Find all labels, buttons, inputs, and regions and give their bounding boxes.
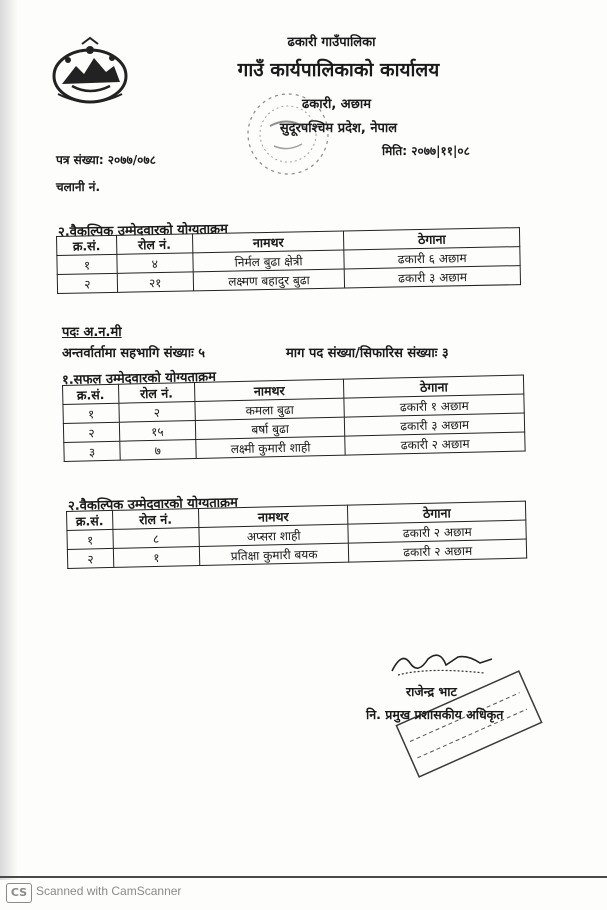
cell-name: प्रतिक्षा कुमारी बयक [199, 543, 349, 565]
col-header-sn: क्र.सं. [57, 235, 117, 255]
cell-roll: १५ [119, 420, 195, 441]
cell-address: ढकारी ६ अछाम [344, 247, 520, 269]
cell-address: ढकारी ३ अछाम [345, 413, 525, 436]
cell-roll: १ [113, 546, 199, 567]
cell-address: ढकारी १ अछाम [344, 394, 524, 417]
count-line [62, 343, 449, 361]
post-label: पदः अ.न.मी [62, 325, 122, 340]
cell-sn: २ [57, 273, 117, 293]
col-header-name: नामथर [198, 505, 348, 527]
signatory-name: राजेन्द्र भाट [406, 684, 457, 699]
cell-roll: ७ [120, 439, 196, 460]
col-header-address: ठेगाना [344, 375, 524, 398]
col-header-address: ठेगाना [348, 501, 526, 524]
col-header-sn: क्र.सं. [67, 510, 113, 530]
letter-number: पत्र संख्या: २०७७/०७८ [56, 153, 156, 167]
section-title-alternate: २.वैकल्पिक उम्मेदवारको योग्यताक्रम [67, 495, 239, 514]
letter-date: मिति: २०७७|११|०८ [382, 144, 470, 158]
cell-sn: १ [63, 403, 119, 423]
cell-name: लक्ष्मण बहादुर बुढा [193, 269, 345, 291]
cell-address: ढकारी ३ अछाम [345, 266, 521, 288]
cell-name: कमला बुढा [195, 398, 345, 420]
camscanner-logo-icon: CS [6, 883, 32, 903]
cell-address: ढकारी २ अछाम [349, 539, 527, 562]
cell-name: निर्मल बुढा क्षेत्री [193, 250, 345, 272]
cell-sn: ३ [64, 441, 120, 461]
col-header-name: नामथर [194, 379, 344, 401]
cell-roll: ८ [113, 527, 199, 548]
col-header-roll: रोल नं. [112, 508, 198, 529]
section-title-alternate-prev: २.वैकल्पिक उम्मेदवारको योग्यताक्रम [57, 222, 229, 240]
cell-roll: २१ [117, 272, 193, 292]
cell-sn: १ [57, 254, 117, 274]
cell-name: लक्ष्मी कुमारी शाही [196, 436, 346, 458]
office-address: ढकारी, अछाम [301, 97, 371, 112]
office-title: गाउँ कार्यपालिकाको कार्यालय [237, 59, 440, 81]
cell-name: अप्सरा शाही [199, 524, 349, 546]
cell-sn: १ [67, 529, 113, 549]
office-round-stamp-icon [240, 86, 336, 182]
alternate-prev-table [56, 227, 521, 294]
alternate-table [66, 501, 527, 569]
cell-roll: २ [119, 401, 195, 422]
cell-sn: २ [63, 422, 119, 442]
col-header-address: ठेगाना [344, 228, 520, 250]
signatory-designation: नि. प्रमुख प्रशासकीय अधिकृत [366, 707, 504, 722]
interview-count: अन्तर्वार्तामा सहभागि संख्याः ५ [62, 346, 206, 361]
cell-roll: ४ [117, 253, 193, 273]
handwritten-signature-icon [388, 645, 498, 681]
cell-address: ढकारी २ अछाम [348, 520, 526, 543]
demand-count: माग पद संख्या/सिफारिस संख्याः ३ [286, 346, 449, 361]
cell-name: बर्षा बुढा [195, 417, 345, 439]
col-header-sn: क्र.सं. [63, 384, 119, 404]
col-header-roll: रोल नं. [116, 234, 192, 254]
col-header-name: नामथर [192, 231, 344, 253]
col-header-roll: रोल नं. [118, 382, 194, 403]
section-title-success: १.सफल उम्मेदवारको योग्यताक्रम [61, 369, 217, 388]
municipality-name: ढकारी गाउँपालिका [287, 35, 376, 50]
cell-sn: २ [67, 548, 113, 568]
dispatch-number: चलानी नं. [56, 180, 101, 194]
page-bottom-edge [0, 876, 607, 878]
province-line: सुदूरपश्चिम प्रदेश, नेपाल [279, 121, 398, 136]
cell-address: ढकारी २ अछाम [345, 432, 525, 455]
scanner-watermark: Scanned with CamScanner [36, 884, 182, 898]
success-table [62, 375, 526, 462]
